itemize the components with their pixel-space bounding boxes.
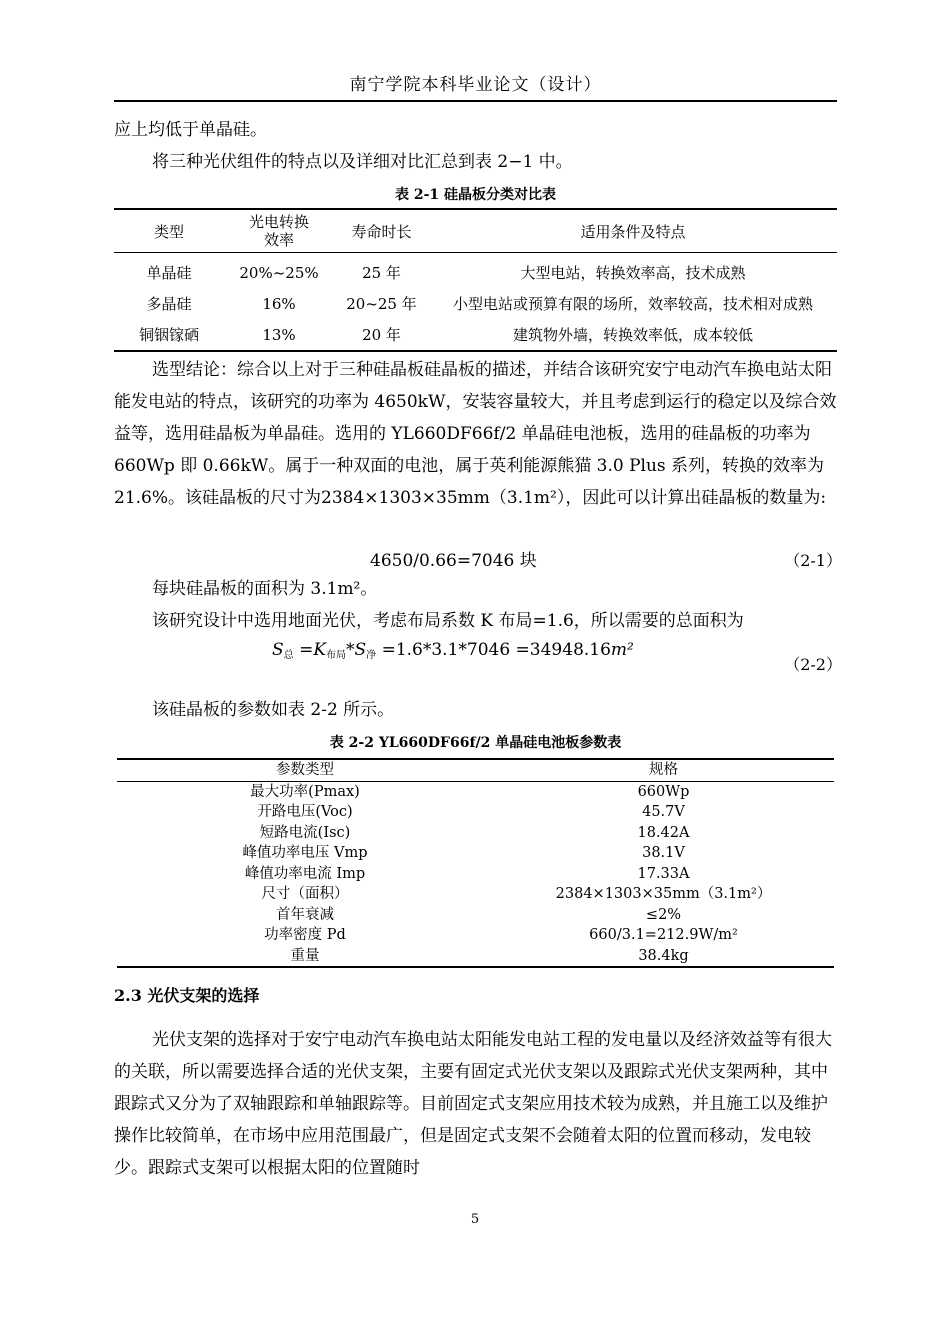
table-cell: 38.1V: [642, 845, 685, 861]
table2-header-row: [117, 760, 834, 781]
table2-header-param: 参数类型: [276, 762, 334, 778]
table-cell: 18.42A: [637, 824, 690, 841]
table2-bottom-rule: [117, 966, 834, 968]
eq-symbol-s2: S: [354, 640, 367, 660]
equation-2-1: 4650/0.66=7046 块: [370, 551, 537, 571]
table-row: [117, 864, 834, 885]
eq-unit: m²: [610, 640, 634, 660]
table-cell: 25 年: [362, 264, 401, 282]
table1-header-efficiency-line2: 效率: [263, 231, 294, 249]
table-cell: 峰值功率电流 Imp: [244, 865, 366, 882]
table-row: [114, 288, 837, 319]
table-cell: 峰值功率电压 Vmp: [242, 845, 368, 861]
table-row: [117, 925, 834, 946]
table-cell: 大型电站，转换效率高，技术成熟: [520, 264, 746, 282]
table-cell: 首年衰减: [276, 906, 334, 923]
section-body: 光伏支架的选择对于安宁电动汽车换电站太阳能发电站工程的发电量以及经济效益等有很大的关联，所以需要选择合适的光伏支架，主要有固定式光伏支架以及跟踪式光伏支架两种，其中跟踪式又分为了双轴跟踪和单轴跟踪等。目前固定式支架应用技术较为成熟，并且施工以及维护操作比较简单，在市场中应用范围最广，但是固定式支架不会随着太阳的位置而移动，发电较少。跟踪式支架可以根据太阳的位置随时: [114, 1030, 832, 1178]
table-cell: 20%~25%: [239, 263, 319, 282]
table-cell: 17.33A: [637, 865, 690, 882]
table1-bottom-rule: [114, 350, 837, 352]
equation-2-2: $S_总 =K_{布局}*S_净 =1.6*3.1*7046 =34948.16m^2$: [272, 640, 634, 661]
equation-2-2-label: （2-2）: [784, 655, 842, 674]
table-cell: 铜铟镓硒: [138, 326, 199, 344]
eq-sub-net: 净: [366, 650, 377, 661]
table1-header-efficiency: [224, 213, 334, 249]
table1-header-lifetime: 寿命时长: [351, 222, 412, 241]
table-cell: 660/3.1=212.9W/m²: [589, 927, 738, 943]
table2: [117, 758, 834, 968]
eq-rest: =1.6*3.1*7046 =34948.16: [381, 640, 611, 660]
table-cell: 660Wp: [637, 783, 690, 800]
conclusion-paragraph: 选型结论：综合以上对于三种硅晶板硅晶板的描述，并结合该研究安宁电动汽车换电站太阳能发电站的特点，该研究的功率为 4650kW，安装容量较大，并且考虑到运行的稳定以及综合效益等，选用硅晶板为单晶硅。选用的 YL660DF66f/2 单晶硅电池板，选用的硅晶板的功率为 660Wp 即 0.66kW。属于一种双面的电池，属于英利能源熊猫 3.0 Plus 系列，转换的效率为21.6%。该硅晶板的尺寸为2384×1303×35mm（3.1m²），因此可以计算出硅晶板的数量为:: [114, 360, 837, 508]
table-row: [117, 782, 834, 803]
table-cell: 2384×1303×35mm（3.1m²）: [555, 886, 772, 902]
eq-symbol-s: S: [272, 640, 284, 660]
section-heading: 2.3 光伏支架的选择: [114, 986, 260, 1005]
table-cell: 多晶硅: [146, 295, 192, 313]
table1-header-efficiency-line1: 光电转换: [248, 213, 309, 231]
equation-2-1-label: （2-1）: [784, 551, 842, 570]
table-row: [117, 946, 834, 967]
table-row: [117, 802, 834, 823]
table-row: [114, 319, 837, 350]
table-row: [117, 843, 834, 864]
eq-symbol-k: K: [313, 640, 327, 660]
table-cell: 功率密度 Pd: [264, 927, 346, 943]
table2-header-spec: 规格: [649, 762, 678, 778]
table-cell: 开路电压(Voc): [257, 804, 353, 820]
table-row: [114, 257, 837, 288]
table-cell: 重量: [290, 947, 320, 964]
table1-header-features: 适用条件及特点: [580, 222, 686, 241]
table-cell: 13%: [262, 325, 296, 344]
table-cell: 20 年: [362, 326, 401, 344]
table-cell: 16%: [262, 294, 296, 313]
table1: [114, 208, 837, 352]
table1-caption: 表 2-1 硅晶板分类对比表: [394, 187, 557, 203]
table1-mid-rule: [114, 252, 837, 253]
table1-header-row: [114, 210, 837, 252]
eq-sub-layout: 布局: [326, 650, 347, 661]
page-number: 5: [470, 1212, 480, 1227]
table-cell: 小型电站或预算有限的场所，效率较高，技术相对成熟: [452, 295, 813, 313]
table-row: [117, 823, 834, 844]
table-cell: 短路电流(Isc): [259, 824, 351, 841]
intro-line-1: 应上均低于单晶硅。: [114, 120, 267, 140]
table1-header-type: 类型: [153, 222, 184, 241]
intro-line-2: 将三种光伏组件的特点以及详细对比汇总到表 2−1 中。: [152, 152, 573, 172]
params-intro: 该硅晶板的参数如表 2-2 所示。: [152, 700, 395, 720]
table-cell: 尺寸（面积）: [261, 886, 349, 902]
table-cell: 最大功率(Pmax): [250, 783, 360, 800]
table-row: [117, 884, 834, 905]
table-cell: ≤2%: [645, 906, 682, 923]
table-row: [117, 905, 834, 926]
table2-caption: 表 2-2 YL660DF66f/2 单晶硅电池板参数表: [329, 735, 622, 751]
eq-sub-total: 总: [283, 650, 294, 661]
table-cell: 单晶硅: [146, 264, 192, 282]
layout-line: 该研究设计中选用地面光伏，考虑布局系数 K 布局=1.6，所以需要的总面积为: [152, 611, 744, 631]
table-cell: 20~25 年: [346, 295, 417, 313]
header-rule: [114, 100, 837, 102]
table-cell: 建筑物外墙，转换效率低，成本较低: [512, 326, 753, 344]
running-header: 南宁学院本科毕业论文（设计）: [349, 75, 602, 95]
area-line: 每块硅晶板的面积为 3.1m²。: [152, 579, 378, 599]
table-cell: 45.7V: [642, 804, 685, 820]
table-cell: 38.4kg: [638, 947, 689, 964]
